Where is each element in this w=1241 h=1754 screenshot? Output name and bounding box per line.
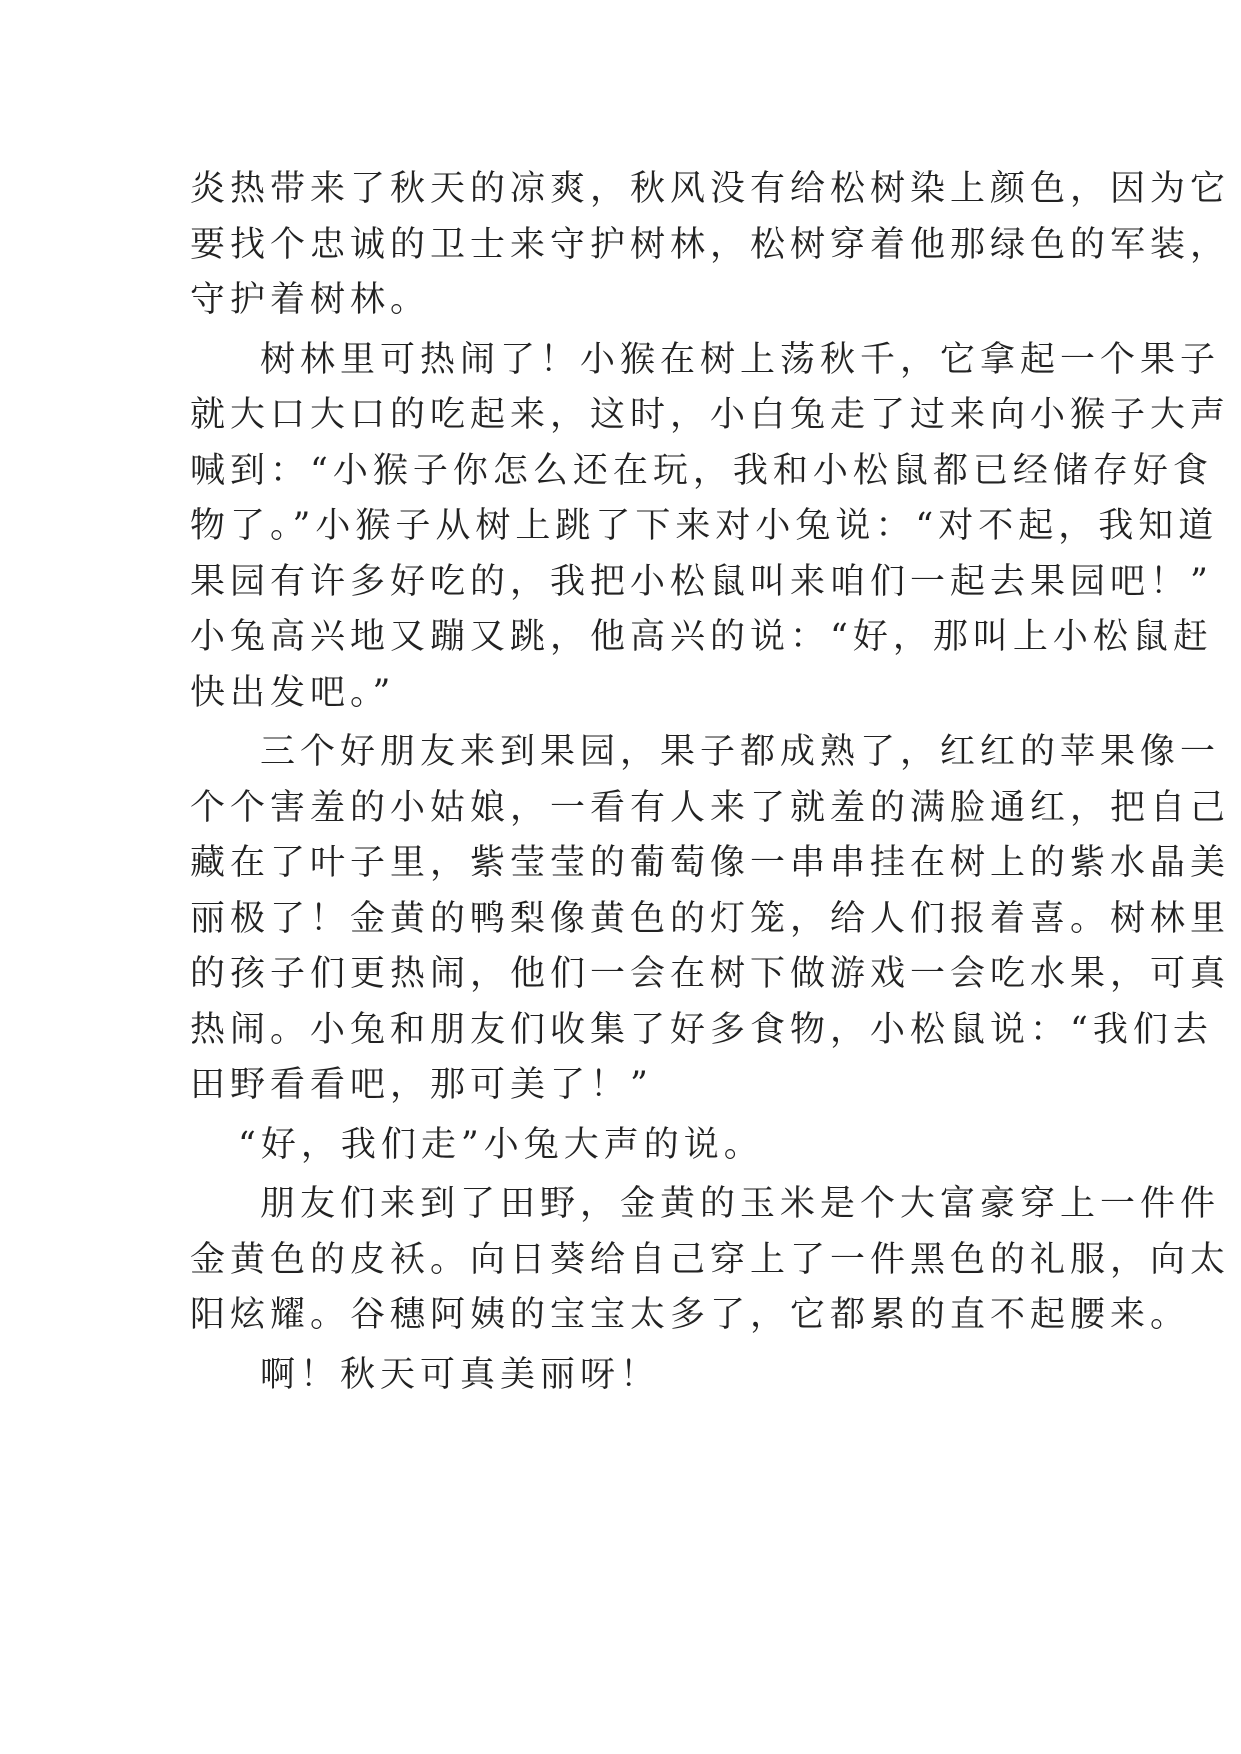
text-line: 朋友们来到了田野，金黄的玉米是个大富豪穿上一件件 [260, 1184, 1221, 1224]
text-line: 守护着树林。 [190, 280, 431, 320]
text-line: 三个好朋友来到果园，果子都成熟了，红红的苹果像一 [260, 732, 1221, 772]
text-line: 物了。”小猴子从树上跳了下来对小兔说：“对不起，我知道 [190, 506, 1219, 546]
text-line: 热闹。小兔和朋友们收集了好多食物，小松鼠说：“我们去 [190, 1009, 1213, 1050]
text-line: 就大口大口的吃起来，这时，小白兔走了过来向小猴子大声 [190, 395, 1231, 435]
text-line: 喊到：“小猴子你怎么还在玩，我和小松鼠都已经储存好食 [190, 450, 1213, 491]
text-line: 藏在了叶子里，紫莹莹的葡萄像一串串挂在树上的紫水晶美 [190, 843, 1231, 883]
text-line: 田野看看吧，那可美了！” [190, 1065, 653, 1105]
text-line: 要找个忠诚的卫士来守护树林，松树穿着他那绿色的军装， [190, 224, 1231, 265]
text-line: 啊！秋天可真美丽呀！ [260, 1354, 661, 1395]
text-line: 阳炫耀。谷穗阿姨的宝宝太多了，它都累的直不起腰来。 [190, 1295, 1191, 1335]
text-line: 树林里可热闹了！小猴在树上荡秋千，它拿起一个果子 [260, 339, 1221, 380]
paragraph-3 [190, 725, 1231, 1114]
document-body [190, 162, 1231, 1407]
text-line: 快出发吧。” [190, 672, 396, 713]
paragraph-6 [190, 1348, 1060, 1404]
text-line: 个个害羞的小姑娘，一看有人来了就羞的满脸通红，把自己 [190, 787, 1231, 828]
paragraph-4 [190, 1118, 1060, 1174]
text-line: 的孩子们更热闹，他们一会在树下做游戏一会吃水果，可真 [190, 954, 1231, 994]
paragraph-2 [190, 333, 1231, 722]
text-line: 金黄色的皮袄。向日葵给自己穿上了一件黑色的礼服，向太 [190, 1239, 1231, 1280]
text-line: 炎热带来了秋天的凉爽，秋风没有给松树染上颜色，因为它 [190, 169, 1231, 209]
paragraph-5 [190, 1177, 1231, 1344]
text-line: 丽极了！金黄的鸭梨像黄色的灯笼，给人们报着喜。树林里 [190, 898, 1231, 939]
text-line: “好，我们走”小兔大声的说。 [238, 1124, 764, 1165]
text-line: 小兔高兴地又蹦又跳，他高兴的说：“好，那叫上小松鼠赶 [190, 617, 1213, 657]
paragraph-1 [190, 162, 1231, 329]
text-line: 果园有许多好吃的，我把小松鼠叫来咱们一起去果园吧！” [190, 561, 1213, 602]
